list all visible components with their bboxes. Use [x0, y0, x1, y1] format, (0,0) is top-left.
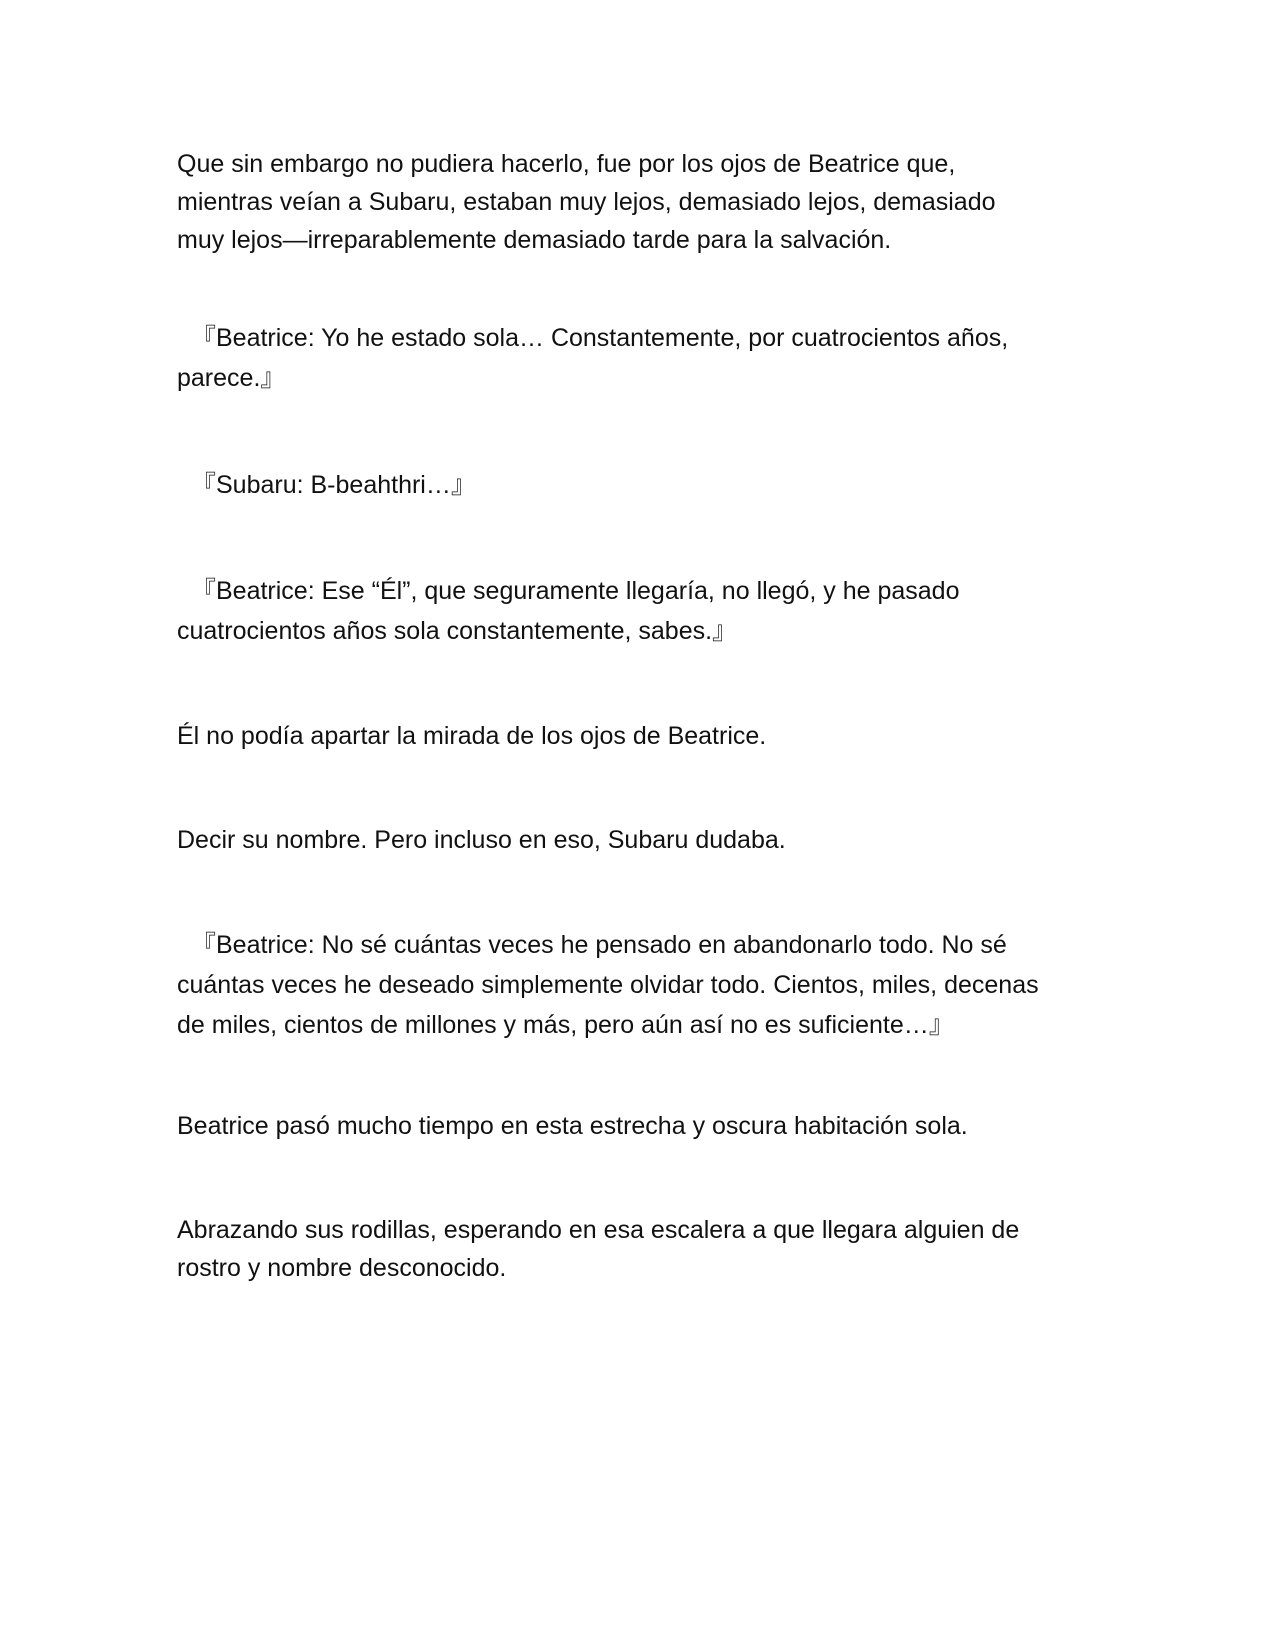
text-line: 『Beatrice: No sé cuántas veces he pensado en abandonarlo todo. No sé [191, 931, 1007, 959]
dialogue-beatrice-3 [177, 925, 1107, 1045]
paragraph-1 [177, 145, 1107, 259]
text-line: rostro y nombre desconocido. [177, 1254, 507, 1282]
text-line: Decir su nombre. Pero incluso en eso, Subaru dudaba. [177, 826, 786, 854]
text-line: 『Beatrice: Yo he estado sola… Constantemente, por cuatrocientos años, [191, 324, 1009, 352]
text-line: Beatrice pasó mucho tiempo en esta estrecha y oscura habitación sola. [177, 1112, 968, 1140]
paragraph-3 [177, 821, 1107, 859]
paragraph-5 [177, 1211, 1107, 1287]
text-line: Que sin embargo no pudiera hacerlo, fue por los ojos de Beatrice que, [177, 150, 956, 178]
text-line: Él no podía apartar la mirada de los ojos de Beatrice. [177, 722, 767, 750]
text-line: cuántas veces he deseado simplemente olvidar todo. Cientos, miles, decenas [177, 971, 1039, 999]
text-line: Abrazando sus rodillas, esperando en esa escalera a que llegara alguien de [177, 1216, 1020, 1244]
text-line: mientras veían a Subaru, estaban muy lejos, demasiado lejos, demasiado [177, 188, 996, 216]
dialogue-beatrice-1 [177, 318, 1107, 398]
paragraph-2 [177, 717, 1107, 755]
text-line: de miles, cientos de millones y más, pero aún así no es suficiente…』 [177, 1011, 954, 1039]
text-line: cuatrocientos años sola constantemente, sabes.』 [177, 617, 738, 645]
paragraph-4 [177, 1107, 1107, 1145]
dialogue-beatrice-2 [177, 571, 1107, 651]
dialogue-subaru-1 [177, 465, 1107, 505]
text-line: 『Subaru: B-beahthri…』 [191, 471, 476, 499]
text-line: parece.』 [177, 364, 286, 392]
text-line: 『Beatrice: Ese “Él”, que seguramente llegaría, no llegó, y he pasado [191, 577, 960, 605]
text-line: muy lejos—irreparablemente demasiado tarde para la salvación. [177, 226, 892, 254]
